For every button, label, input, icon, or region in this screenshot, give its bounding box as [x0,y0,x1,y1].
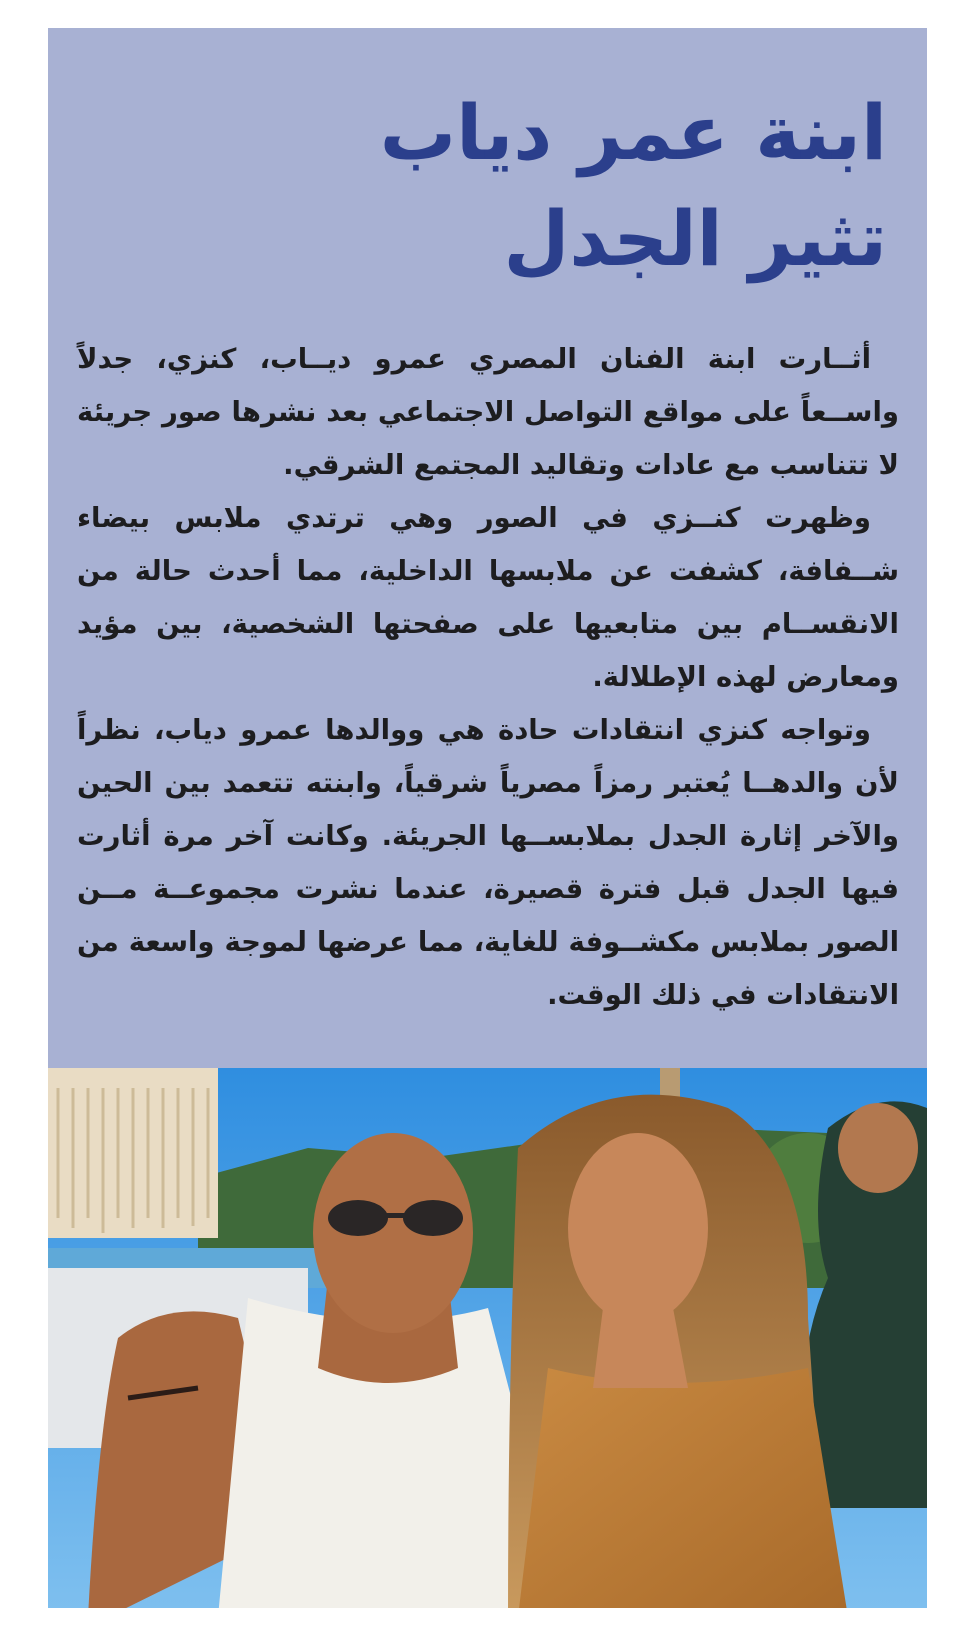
headline-line-2: تثير الجدل [503,194,887,283]
headline-line-1: ابنة عمر دياب [379,88,887,177]
article-paragraph-3: وتواجه كنزي انتقادات حادة هي ووالدها عمرو دياب، نظراً لأن والدهــا يُعتبر رمزاً مصرياً شرقياً، وابنته تتعمد بين الحين والآخر إثارة الجدل بملابســها الجريئة. وكانت آخر مرة أثارت فيها الجدل قبل فترة قصيرة، عندما نشرت مجموعــة مــن الصور بملابس مكشــوفة للغاية، مما عرضها لموجة واسعة من الانتقادات في ذلك الوقت. [77,714,899,1011]
article-panel [48,28,927,1090]
article-headline [87,80,887,292]
woman-dress [518,1368,848,1617]
article-paragraph-1: أثــارت ابنة الفنان المصري عمرو ديــاب، كنزي، جدلاً واســعاً على مواقع التواصل الاجتماعي بعد نشرها صور جريئة لا تتناسب مع عادات وتقاليد المجتمع الشرقي. [77,343,899,481]
article-body [77,333,899,1022]
woman-face [568,1133,708,1323]
article-paragraph-2: وظهرت كنــزي في الصور وهي ترتدي ملابس بيضاء شــفافة، كشفت عن ملابسها الداخلية، مما أحدث حالة من الانقســام بين متابعيها على صفحتها الشخصية، بين مؤيد ومعارض لهذه الإطلالة. [77,502,899,693]
article-photo [48,1068,927,1617]
woman-neck [593,1308,688,1388]
photo-frame-bottom [48,1608,927,1617]
background-person-head [838,1103,918,1193]
